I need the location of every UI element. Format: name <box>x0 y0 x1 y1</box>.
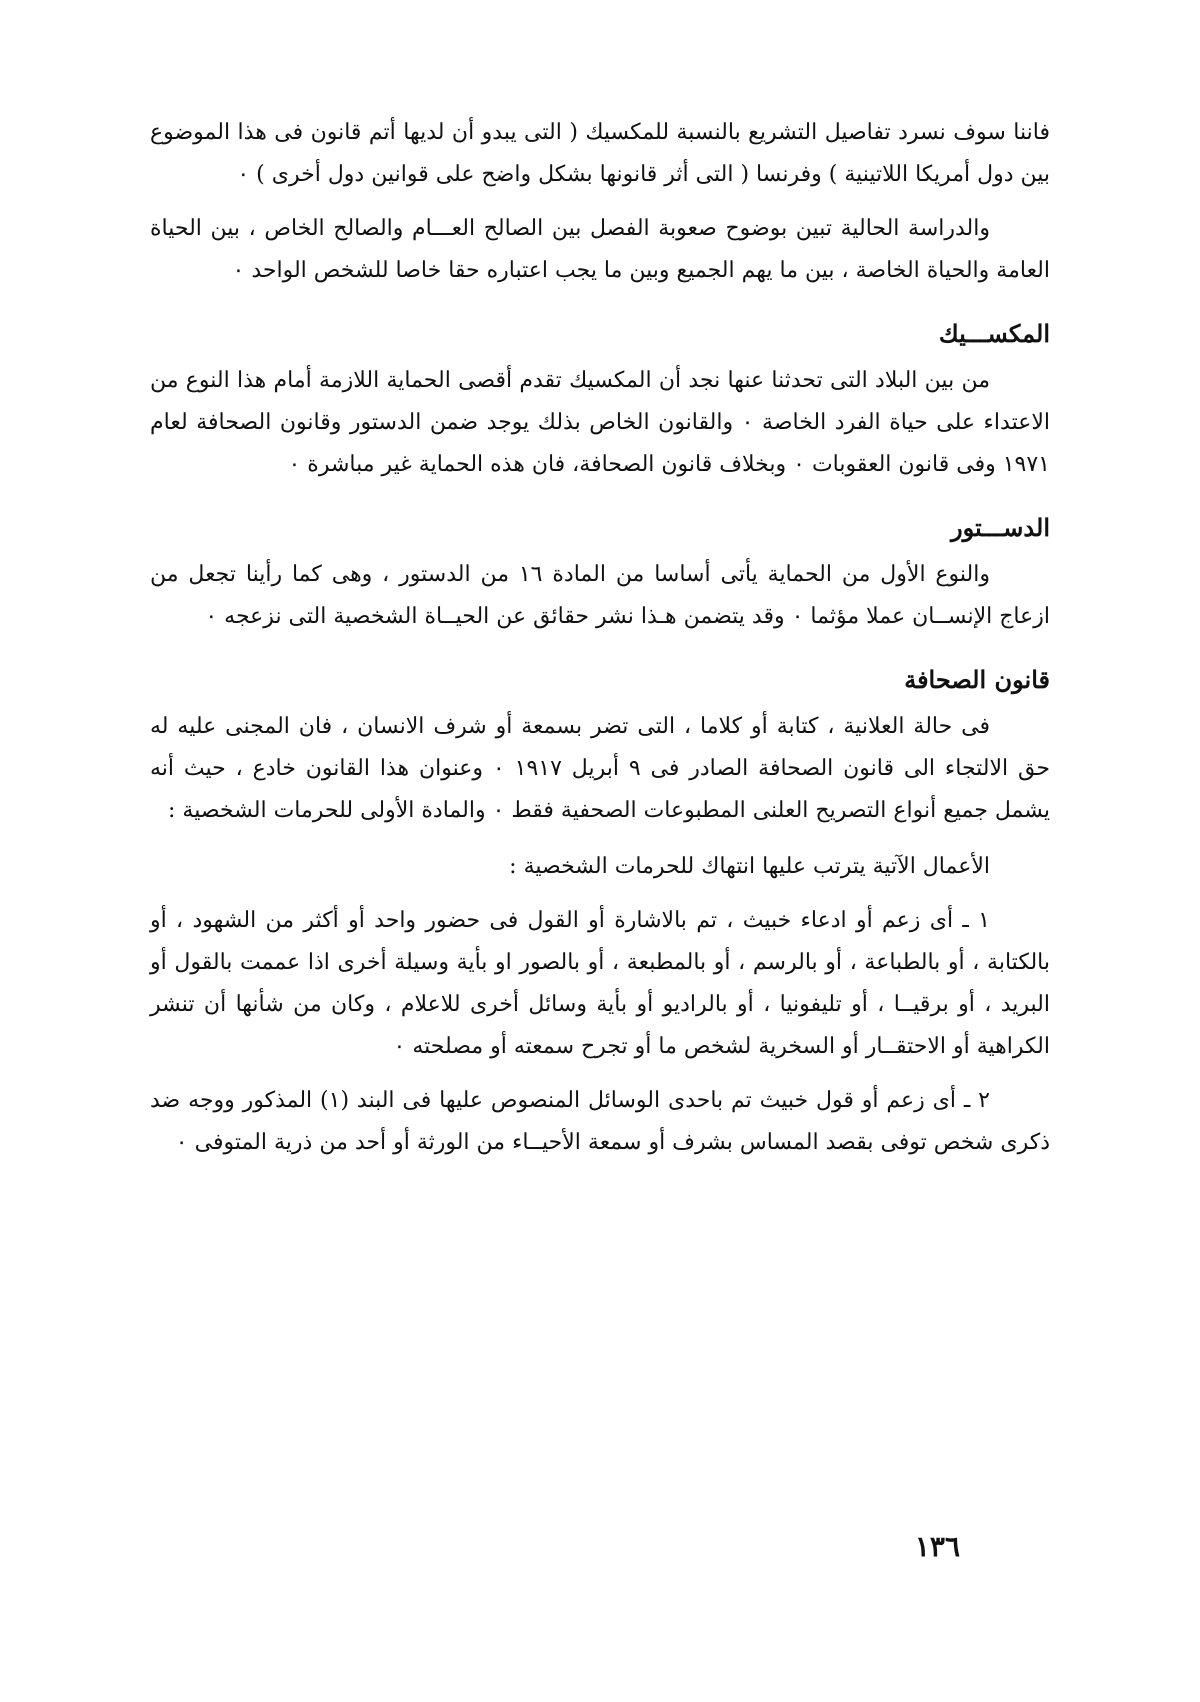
section-heading-constitution: الدســـتور <box>950 513 1050 542</box>
page-number: ١٣٦ <box>914 1530 960 1563</box>
section-heading-mexico: المكســـيك <box>938 319 1050 348</box>
section-paragraph-constitution: والنوع الأول من الحماية يأتى أساسا من المادة ١٦ من الدستور ، وهى كما رأينا تجعل من ازعاج الإنســان عملا مؤثما ٠ وقد يتضمن هـذا نشر حقائق عن الحيــاة الشخصية التى نزعجه ٠ <box>150 562 1050 629</box>
list-item: ٢ ـ أى زعم أو قول خبيث تم باحدى الوسائل المنصوص عليها فى البند (١) المذكور ووجه ضد ذكرى شخص توفى بقصد المساس بشرف أو سمعة الأحيــاء من الورثة أو أحد من ذرية المتوفى ٠ <box>150 1088 1050 1155</box>
study-paragraph: والدراسة الحالية تبين بوضوح صعوبة الفصل بين الصالح العـــام والصالح الخاص ، بين الحياة العامة والحياة الخاصة ، بين ما يهم الجميع وبين ما يجب اعتباره حقا خاصا للشخص الواحد ٠ <box>150 216 1050 283</box>
section-paragraph-mexico: من بين البلاد التى تحدثنا عنها نجد أن المكسيك تقدم أقصى الحماية اللازمة أمام هذا النوع من الاعتداء على حياة الفرد الخاصة ٠ والقانون الخاص بذلك يوجد ضمن الدستور وقانون الصحافة لعام ١٩٧١ وفى قانون العقوبات ٠ وبخلاف قانون الصحافة، فان هذه الحماية غير مباشرة ٠ <box>150 368 1050 477</box>
intro-paragraph: فاننا سوف نسرد تفاصيل التشريع بالنسبة للمكسيك ( التى يبدو أن لديها أتم قانون فى هذا الموضوع بين دول أمريكا اللاتينية ) وفرنسا ( التى أثر قانونها بشكل واضح على قوانين دول أخرى ) ٠ <box>150 120 1050 187</box>
list-lead: الأعمال الآتية يترتب عليها انتهاك للحرمات الشخصية : <box>509 854 990 879</box>
page-body <box>150 112 1050 1176</box>
section-paragraph-press-law: فى حالة العلانية ، كتابة أو كلاما ، التى تضر بسمعة أو شرف الانسان ، فان المجنى عليه له حق الالتجاء الى قانون الصحافة الصادر فى ٩ أبريل ١٩١٧ ٠ وعنوان هذا القانون خادع ، حيث أنه يشمل جميع أنواع التصريح العلنى المطبوعات الصحفية فقط ٠ والمادة الأولى للحرمات الشخصية : <box>150 714 1050 823</box>
list-item: ١ ـ أى زعم أو ادعاء خبيث ، تم بالاشارة أو القول فى حضور واحد أو أكثر من الشهود ، أو بالكتابة ، أو بالطباعة ، أو بالرسم ، أو بالمطبعة ، أو بالصور او بأية وسيلة أخرى اذا عممت بالقول أو البريد ، أو برقيــا ، أو تليفونيا ، أو بالراديو أو بأية وسائل أخرى للاعلام ، وكان من شأنها أن تنشر الكراهية أو الاحتقــار أو السخرية لشخص ما أو تجرح سمعته أو مصلحته ٠ <box>150 908 1050 1059</box>
section-heading-press-law: قانون الصحافة <box>904 665 1050 694</box>
